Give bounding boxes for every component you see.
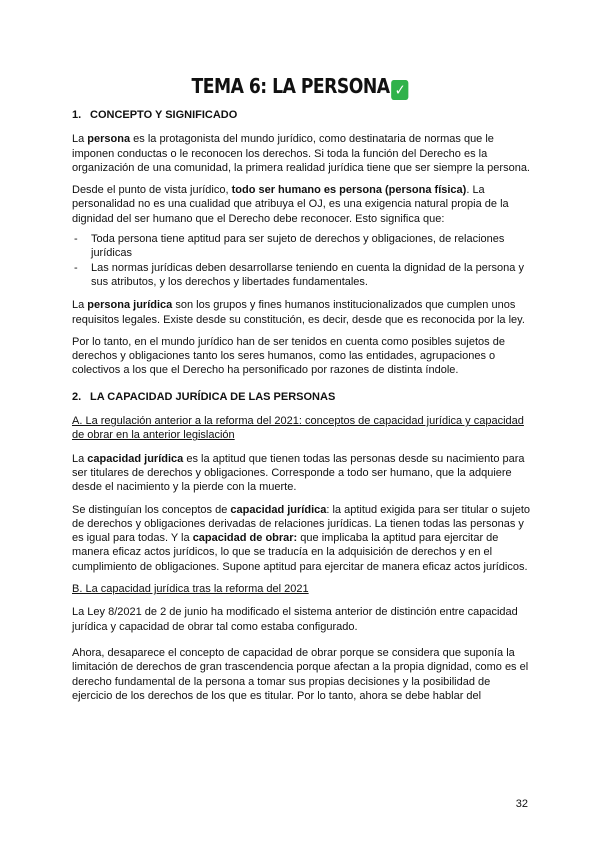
paragraph: Desde el punto de vista jurídico, todo ser humano es persona (persona física). La personalidad no es una cualidad que atribuya el OJ, es una exigencia natural propia de la dignidad del ser humano que el Derecho debe reconocer. Esto significa que: bbox=[72, 184, 509, 225]
page-number: 32 bbox=[515, 798, 528, 810]
page-title-text: TEMA 6: LA PERSONA bbox=[191, 74, 390, 98]
section-2-heading: 2. LA CAPACIDAD JURÍDICA DE LAS PERSONAS bbox=[72, 390, 336, 403]
check-mark-icon: ✓ bbox=[391, 80, 408, 100]
section-heading-text: CONCEPTO Y SIGNIFICADO bbox=[90, 109, 238, 121]
paragraph: La capacidad jurídica es la aptitud que tienen todas las personas desde su nacimiento para ser titulares de derechos y obligaciones. Corresponde a todo ser humano, que la adquiere desde el nacimiento y la pierde con la muerte. bbox=[72, 452, 525, 494]
section-1-heading bbox=[72, 108, 532, 122]
paragraph: La persona jurídica son los grupos y fines humanos institucionalizados que cumplen unos requisitos legales. Existe desde su constitución, es decir, desde que es reconocida por la ley. bbox=[72, 299, 525, 326]
paragraph: Ahora, desaparece el concepto de capacidad de obrar porque se considera que suponía la limitación de derechos de gran trascendencia porque afectan a la propia dignidad, como es el derecho fundamental de la persona a tomar sus propias decisiones y la posibilidad de ejercicio de los derechos de los que es titular. Por lo tanto, ahora se debe hablar del bbox=[72, 646, 529, 702]
list-item: - Toda persona tiene aptitud para ser sujeto de derechos y obligaciones, de relaciones jurídicas bbox=[74, 233, 505, 260]
paragraph: Por lo tanto, en el mundo jurídico han de ser tenidos en cuenta como posibles sujetos de derechos y obligaciones tanto los seres humanos, como las entidades, agrupaciones o colectivos a los que el Derecho ha personificado por razones de distinta índole. bbox=[72, 335, 505, 377]
paragraph: La Ley 8/2021 de 2 de junio ha modificado el sistema anterior de distinción entre capacidad jurídica y capacidad de obrar tal como estaba configurado. bbox=[72, 606, 518, 633]
paragraph: Se distinguían los conceptos de capacidad jurídica: la aptitud exigida para ser titular o sujeto de derechos y obligaciones derivadas de relaciones jurídicas. La tienen todas las personas y es igual para todas. Y la capacidad de obrar: que implicaba la aptitud para ejercitar de manera eficaz actos jurídicos, lo que se traducía en la adquisición de derechos y en el cumplimiento de obligaciones. Supone aptitud para ejercitar de manera eficaz actos jurídicos. bbox=[72, 503, 530, 573]
page-title bbox=[42, 74, 558, 100]
subsection-a-heading: A. La regulación anterior a la reforma del 2021: conceptos de capacidad jurídica y capacidad de obrar en la anterior legislación bbox=[72, 415, 524, 442]
list-item: - Las normas jurídicas deben desarrollarse teniendo en cuenta la dignidad de la persona y sus atributos, y los derechos y libertades fundamentales. bbox=[74, 261, 524, 288]
document-content bbox=[72, 108, 532, 711]
paragraph: La persona es la protagonista del mundo jurídico, como destinataria de normas que le imponen conductas o le reconocen los derechos. Si toda la función del Derecho es la organización de una comunidad, la primera realidad jurídica tiene que ser siempre la persona. bbox=[72, 133, 530, 174]
section-number: 1. bbox=[72, 109, 82, 121]
subsection-b-heading: B. La capacidad jurídica tras la reforma del 2021 bbox=[72, 583, 309, 596]
bullet-list bbox=[72, 232, 532, 289]
